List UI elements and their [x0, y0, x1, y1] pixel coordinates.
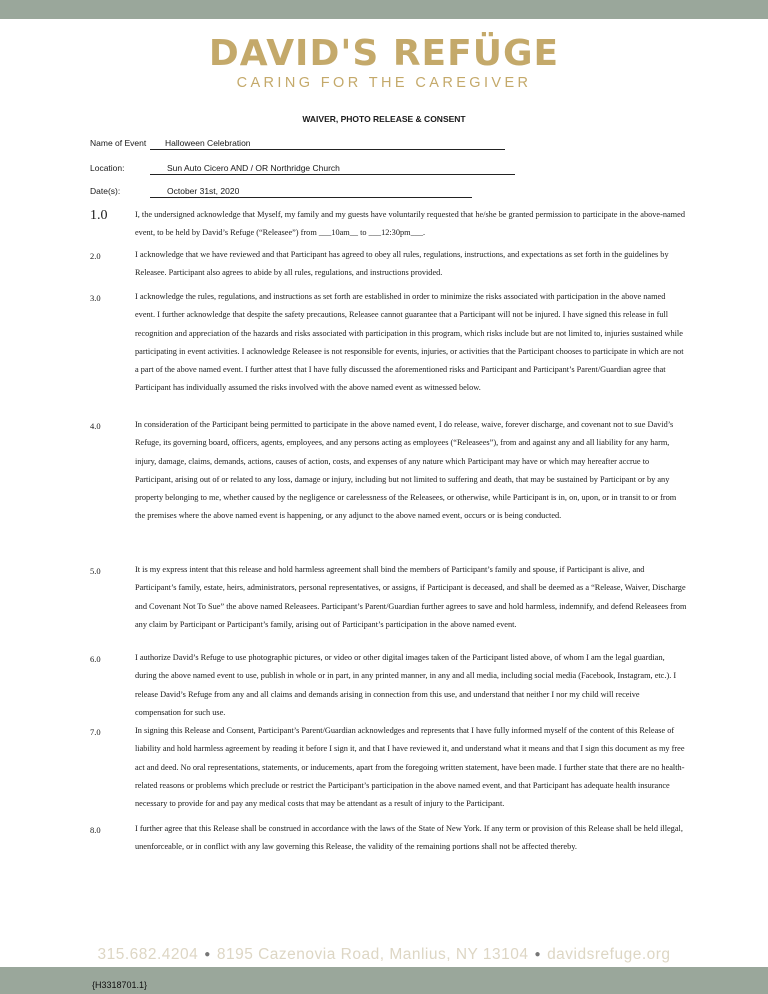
bullet-separator-icon: ●	[534, 949, 542, 961]
date-label: Date(s):	[90, 186, 121, 196]
logo	[0, 34, 768, 92]
section-number-3: 3.0	[90, 293, 101, 303]
event-name-label: Name of Event	[90, 138, 147, 148]
section-number-6: 6.0	[90, 654, 101, 664]
footer-phone: 315.682.4204	[97, 946, 199, 963]
location-value: Sun Auto Cicero AND / OR Northridge Church	[150, 163, 515, 175]
section-number-1: 1.0	[90, 208, 108, 223]
logo-tagline: CARING FOR THE CAREGIVER	[236, 75, 532, 91]
top-color-bar	[0, 0, 768, 19]
section-text-1: I, the undersigned acknowledge that Myself, my family and my guests have voluntarily requested that he/she be granted permission to participate in the above-named event, to be held by David’s Refuge (“Releasee”) from ___10am__ to ___12:30pm___.	[135, 210, 685, 238]
document-title: WAIVER, PHOTO RELEASE & CONSENT	[302, 114, 466, 124]
section-text-3: I acknowledge the rules, regulations, and instructions as set forth are established in order to minimize the risks associated with participation in the above named event. I further acknowledge that despite the safety precautions, Releasee cannot guarantee that a Participant will not be injured. I have signed this release in full recognition and appreciation of the hazards and risks associated with participation in this program, which risks include but are not limited to, injuries sustained while participating in event activities. I acknowledge Releasee is not responsible for events, injuries, or activities that the Participant chooses to participate in which are not a part of the above named event. I further attest that I have fully discussed the aforementioned risks and Participant and Participant’s Parent/Guardian agree that Participant has individually assumed the risks involved with the above named event as witnessed below.	[135, 292, 684, 393]
footer-website: davidsrefuge.org	[547, 946, 671, 963]
section-text-7: In signing this Release and Consent, Participant’s Parent/Guardian acknowledges and represents that I have fully informed myself of the content of this Release of liability and hold harmless agreement by reading it before I sign it, and that I have reviewed it, and understand what it means and that I sign this document as my free act and deed. No oral representations, statements, or inducements, apart from the foregoing written statement, have been made. I further state that there are no health-related reasons or problems which preclude or restrict the Participant’s participation in the above named event, and that Participant has adequate health insurance necessary to provide for and pay any medical costs that may be attendant as a result of injury to the Participant.	[135, 726, 685, 809]
section-text-5: It is my express intent that this release and hold harmless agreement shall bind the members of Participant’s family and spouse, if Participant is alive, and Participant’s family, estate, heirs, administrators, personal representatives, or assigns, if Participant is deceased, and shall be deemed as a “Release, Waiver, Discharge and Covenant Not To Sue” the above named Releasees. Participant’s Parent/Guardian further agrees to save and hold harmless, indemnify, and defend Releasees from any claim by Participant or Participant’s family, arising out of Participant’s participation in the above named event.	[135, 565, 687, 629]
event-name-value: Halloween Celebration	[150, 138, 505, 150]
section-text-6: I authorize David’s Refuge to use photographic pictures, or video or other digital images taken of the Participant listed above, of whom I am the legal guardian, during the above named event to use, publish in whole or in part, in any printed manner, in any and all media, including social media (Facebook, Instagram, etc.). I release David’s Refuge from any and all claims and demands arising in connection from this use, and understand that neither I nor my child will receive compensation for such use.	[135, 653, 677, 717]
section-text-4: In consideration of the Participant being permitted to participate in the above named event, I do release, waive, forever discharge, and covenant not to sue David’s Refuge, its governing board, officers, agents, employees, and any persons acting as employees (“Releasees”), from and against any and all liability for any harm, injury, damage, claims, demands, actions, causes of action, costs, and expenses of any nature which Participant may have or which may hereafter accrue to Participant, arising out of or related to any loss, damage or injury, including but not limited to suffering and death, that may be sustained by Participant or by any property belonging to me, whether caused by the negligence or carelessness of the Releasees, or otherwise, while Participant is in, on, upon, or in transit to or from the premises where the above named event is happening, or any adjunct to the above named event, occurs or is being conducted.	[135, 420, 677, 521]
section-text-2: I acknowledge that we have reviewed and that Participant has agreed to obey all rules, regulations, instructions, and expectations as set forth in the guidelines by Releasee. Participant also agrees to abide by all rules, regulations, and instructions provided.	[135, 250, 669, 278]
logo-name: DAVID'S REFÜGE	[208, 33, 560, 74]
section-number-4: 4.0	[90, 421, 101, 431]
section-number-5: 5.0	[90, 566, 101, 576]
section-text-8: I further agree that this Release shall be construed in accordance with the laws of the State of New York. If any term or provision of this Release shall be held illegal, unenforceable, or in conflict with any law governing this Release, the validity of the remaining portions shall not be affected thereby.	[135, 824, 683, 852]
footer-address: 8195 Cazenovia Road, Manlius, NY 13104	[216, 946, 529, 963]
document-id: {H3318701.1}	[92, 980, 148, 990]
location-label: Location:	[90, 163, 125, 173]
section-number-2: 2.0	[90, 251, 101, 261]
footer-contact	[0, 946, 768, 964]
section-number-7: 7.0	[90, 727, 101, 737]
date-value: October 31st, 2020	[150, 186, 472, 198]
bullet-separator-icon: ●	[204, 949, 211, 961]
section-number-8: 8.0	[90, 825, 101, 835]
